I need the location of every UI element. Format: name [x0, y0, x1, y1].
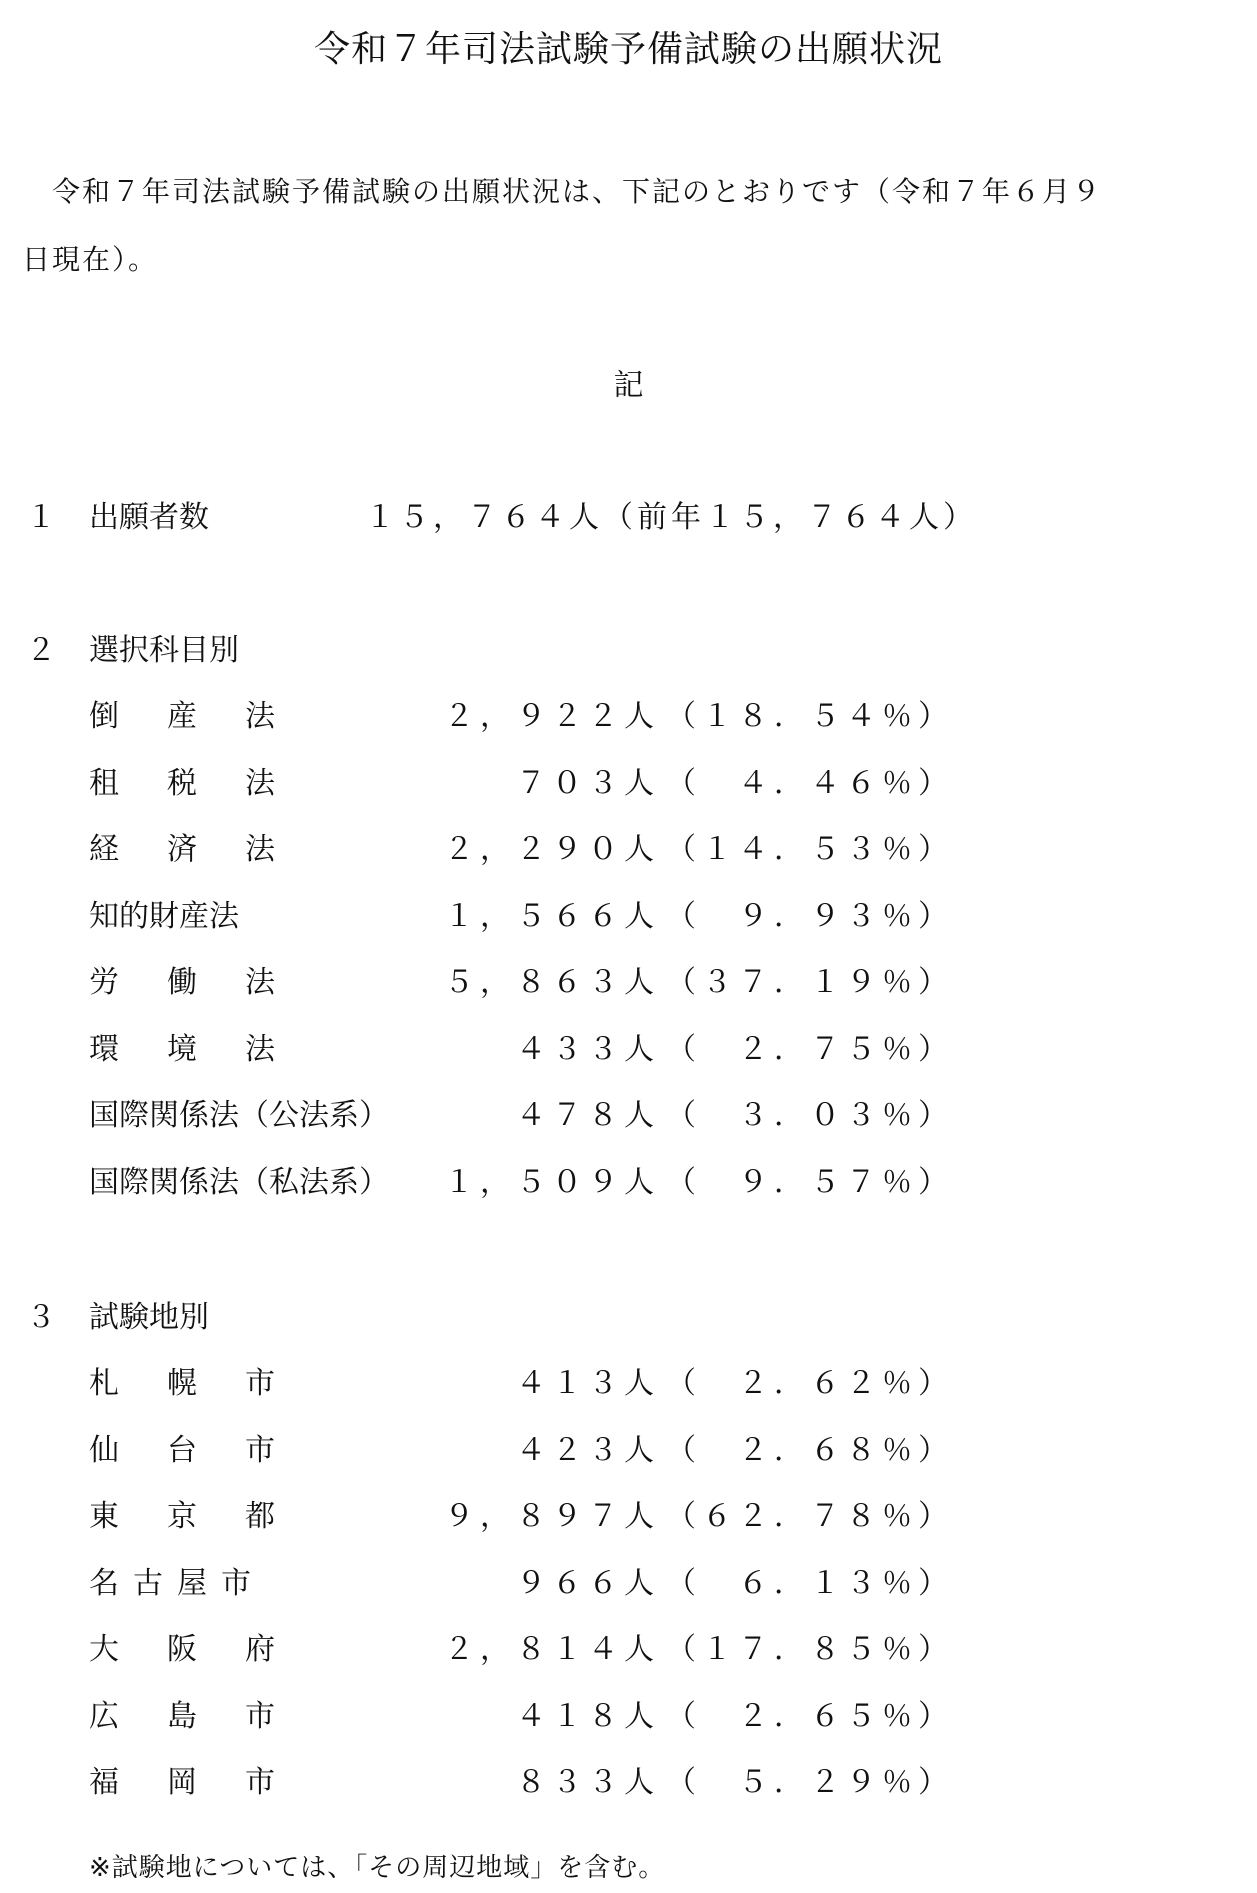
section-elective-subjects	[0, 621, 1257, 681]
subject-row	[0, 687, 1257, 747]
section-applicants	[0, 488, 1257, 548]
location-row	[0, 1620, 1257, 1680]
location-note: ※試験地については、「その周辺地域」を含む。	[89, 1853, 666, 1883]
location-row-percentage: （１７．８５％）	[666, 1632, 954, 1667]
section-heading: 試験地別	[89, 1300, 209, 1335]
subject-row-percentage: （ ４．４６％）	[666, 765, 954, 801]
location-row-count: ９，８９７人	[444, 1499, 660, 1534]
subject-row-count: ２，９２２人	[444, 699, 660, 734]
subject-row-count: ４７８人	[516, 1098, 660, 1133]
section-number: ３	[26, 1300, 56, 1335]
subject-row-count: ２，２９０人	[444, 832, 660, 867]
subject-row-label: 環境法	[89, 1031, 323, 1067]
location-row	[0, 1421, 1257, 1481]
subject-row-count: ４３３人	[516, 1031, 660, 1067]
subject-row-count: １，５６６人	[444, 898, 660, 934]
location-row-percentage: （ ６．１３％）	[666, 1565, 954, 1601]
intro-line-1: 令和７年司法試験予備試験の出願状況は、下記のとおりです（令和７年６月９	[52, 175, 1103, 208]
document-title: 令和７年司法試験予備試験の出願状況	[313, 29, 943, 70]
location-row-count: ８３３人	[516, 1765, 660, 1800]
subject-row	[0, 1153, 1257, 1213]
subject-row-label: 国際関係法（私法系）	[89, 1164, 389, 1200]
subject-row-label: 租税法	[89, 765, 323, 801]
location-row-label: 名古屋市	[89, 1565, 265, 1601]
subject-row	[0, 953, 1257, 1013]
subject-row-count: ７０３人	[516, 765, 660, 801]
subject-row-label: 国際関係法（公法系）	[89, 1098, 389, 1133]
subject-row	[0, 754, 1257, 814]
subject-row-percentage: （１４．５３％）	[666, 832, 954, 867]
location-row-label: 東京都	[89, 1499, 323, 1534]
subject-row-percentage: （３７．１９％）	[666, 965, 954, 1000]
subject-row-count: １，５０９人	[444, 1164, 660, 1200]
location-row-count: ４１８人	[516, 1698, 660, 1734]
subject-row-percentage: （１８．５４％）	[666, 699, 954, 734]
section-number: ２	[26, 633, 56, 668]
location-row-percentage: （６２．７８％）	[666, 1499, 954, 1534]
intro-line-2: 日現在）。	[22, 243, 159, 276]
location-row	[0, 1687, 1257, 1747]
applicants-total: １５，７６４人（前年１５，７６４人）	[365, 500, 977, 535]
location-row-count: ４１３人	[516, 1366, 660, 1401]
subject-row-percentage: （ ２．７５％）	[666, 1031, 954, 1067]
section-heading: 選択科目別	[89, 633, 239, 668]
subject-row-label: 倒産法	[89, 699, 323, 734]
location-row	[0, 1487, 1257, 1547]
subject-row-label: 経済法	[89, 832, 323, 867]
subject-row	[0, 1086, 1257, 1146]
location-row-count: ２，８１４人	[444, 1632, 660, 1667]
subject-row	[0, 820, 1257, 880]
section-heading: 出願者数	[89, 500, 209, 535]
subject-row	[0, 1020, 1257, 1080]
section-number: １	[26, 500, 56, 535]
location-row-count: ９６６人	[516, 1565, 660, 1601]
location-row-label: 広島市	[89, 1698, 323, 1734]
subject-row-label: 知的財産法	[89, 898, 239, 934]
subject-row-count: ５，８６３人	[444, 965, 660, 1000]
location-row-label: 仙台市	[89, 1432, 323, 1468]
location-row-count: ４２３人	[516, 1432, 660, 1468]
location-row-label: 札幌市	[89, 1366, 323, 1401]
location-row-label: 福岡市	[89, 1765, 323, 1800]
location-row-percentage: （ ２．６５％）	[666, 1698, 954, 1734]
subject-row-percentage: （ ３．０３％）	[666, 1098, 954, 1133]
location-row-percentage: （ ２．６８％）	[666, 1432, 954, 1468]
subject-row-percentage: （ ９．９３％）	[666, 898, 954, 934]
location-row	[0, 1753, 1257, 1813]
location-row	[0, 1554, 1257, 1614]
intro-paragraph	[22, 158, 1237, 294]
section-exam-locations	[0, 1288, 1257, 1348]
subject-row	[0, 887, 1257, 947]
location-row-label: 大阪府	[89, 1632, 323, 1667]
subject-row-percentage: （ ９．５７％）	[666, 1164, 954, 1200]
subject-row-label: 労働法	[89, 965, 323, 1000]
ki-heading: 記	[613, 368, 644, 403]
location-row-percentage: （ ２．６２％）	[666, 1366, 954, 1401]
location-row	[0, 1354, 1257, 1414]
location-row-percentage: （ ５．２９％）	[666, 1765, 954, 1800]
